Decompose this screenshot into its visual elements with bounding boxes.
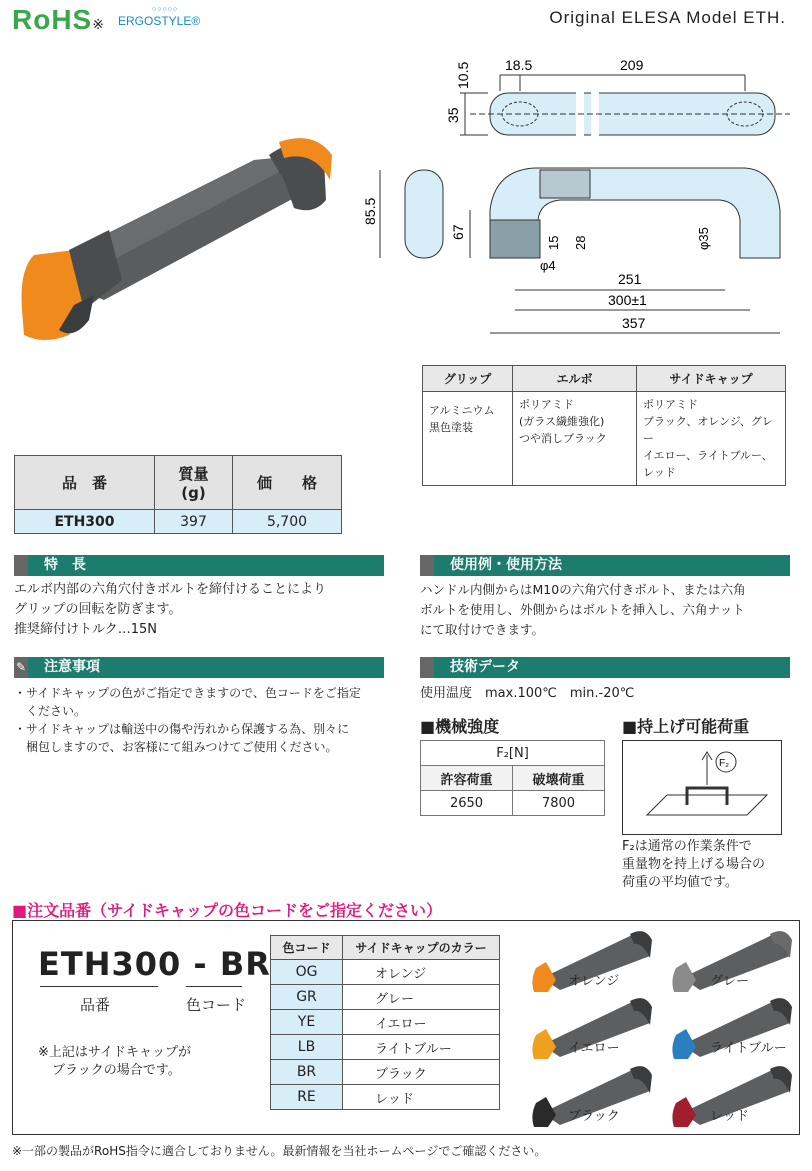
- swatch-label-0: オレンジ: [568, 974, 620, 989]
- temp-range: 使用温度 max.100℃ min.-20℃: [420, 686, 635, 701]
- dim-251: 251: [618, 271, 642, 287]
- swatch-label-5: レッド: [710, 1109, 749, 1124]
- table-row: RE レッド: [271, 1085, 500, 1110]
- ergostyle-logo: ○○○○○ ERGOSTYLE®: [118, 6, 201, 28]
- side-view-drawing: [360, 150, 800, 350]
- swatch-label-3: ライトブルー: [710, 1041, 787, 1056]
- footer-note: ※一部の製品がRoHS指令に適合しておりません。最新情報を当社ホームページでご確認ください。: [12, 1144, 547, 1158]
- table-row: YE イエロー: [271, 1010, 500, 1035]
- mech-strength-table: F₂[N] 許容荷重 破壊荷重 2650 7800: [420, 740, 605, 816]
- mat-header-grip: グリップ: [423, 366, 513, 392]
- lift-load-diagram: [622, 740, 782, 835]
- part-label: 品番: [80, 996, 111, 1014]
- lift-load-title: ■持上げ可能荷重: [622, 717, 750, 736]
- top-view-drawing: [420, 55, 800, 145]
- tech-heading: 技術データ: [420, 657, 790, 678]
- features-text: エルボ内部の六角穴付きボルトを締付けることにより グリップの回転を防ぎます。 推奨締付けトルク…15N: [14, 582, 327, 637]
- dim-67: 67: [450, 224, 466, 240]
- dim-35-top: 35: [445, 107, 461, 123]
- features-heading: 特 長: [14, 555, 384, 576]
- usage-text: ハンドル内側からはM10の六角穴付きボルト、または六角 ボルトを使用し、外側からはボルトを挿入し、六角ナット にて取付けできます。: [420, 582, 746, 637]
- dim-18-5: 18.5: [505, 57, 533, 73]
- weight-value: 397: [155, 510, 233, 534]
- color-code-table: 色コード サイドキャップのカラー OG オレンジ GR グレー YE イエロー LB ライトブルー BR ブラック RE レッド: [270, 935, 500, 1110]
- order-title: ■注文品番（サイドキャップの色コードをご指定ください）: [12, 901, 442, 920]
- table-row: BR ブラック: [271, 1060, 500, 1085]
- dim-209: 209: [620, 57, 644, 73]
- lift-f2-label: F₂: [719, 758, 729, 769]
- usage-heading: 使用例・使用方法: [420, 555, 790, 576]
- mat-header-sidecap: サイドキャップ: [637, 366, 786, 392]
- swatch-label-1: グレー: [710, 974, 750, 989]
- rohs-logo: RoHS※: [12, 4, 105, 35]
- dim-357: 357: [622, 315, 646, 331]
- swatch-label-2: イエロー: [568, 1041, 620, 1056]
- rohs-mark: ※: [92, 16, 105, 32]
- dim-15: 15: [546, 235, 561, 250]
- mech-strength-title: ■機械強度: [420, 717, 500, 736]
- lift-load-note: F₂は通常の作業条件で 重量物を持上げる場合の 荷重の平均値です。: [622, 839, 766, 890]
- order-note: ※上記はサイドキャップが ブラックの場合です。: [38, 1045, 191, 1078]
- table-row: GR グレー: [271, 985, 500, 1010]
- page-title: Original ELESA Model ETH.: [549, 8, 786, 27]
- dim-300: 300±1: [608, 292, 647, 308]
- part-number: ETH300: [15, 510, 155, 534]
- cautions-text: ・サイドキャップの色がご指定できますので、色コードをご指定 ください。 ・サイドキャップは輸送中の傷や汚れから保護する為、別々に 梱包しますので、お客様にて組みつけてご使用ください。: [14, 686, 361, 754]
- dim-85-5: 85.5: [362, 197, 378, 225]
- cautions-heading: ✎ 注意事項: [14, 657, 384, 678]
- swatch-label-4: ブラック: [568, 1109, 620, 1124]
- dim-10-5: 10.5: [455, 61, 471, 89]
- price-value: 5,700: [233, 510, 342, 534]
- dim-28: 28: [573, 235, 588, 250]
- dim-phi35: φ35: [696, 227, 711, 250]
- order-code: ETH300 - BR: [38, 945, 271, 983]
- product-image: [14, 130, 354, 350]
- mat-header-elbow: エルボ: [513, 366, 637, 392]
- dim-phi4: φ4: [540, 258, 556, 273]
- table-row: LB ライトブルー: [271, 1035, 500, 1060]
- price-table: 品 番 質量 (g) 価 格 ETH300 397 5,700: [14, 455, 342, 534]
- code-label: 色コード: [186, 996, 247, 1014]
- table-row: OG オレンジ: [271, 960, 500, 985]
- materials-table: グリップ エルボ サイドキャップ アルミニウム 黒色塗装 ポリアミド (ガラス繊維強化) つや消しブラック ポリアミド ブラック、オレンジ、グレー イエロー、ライトブルー、レッド: [422, 365, 786, 486]
